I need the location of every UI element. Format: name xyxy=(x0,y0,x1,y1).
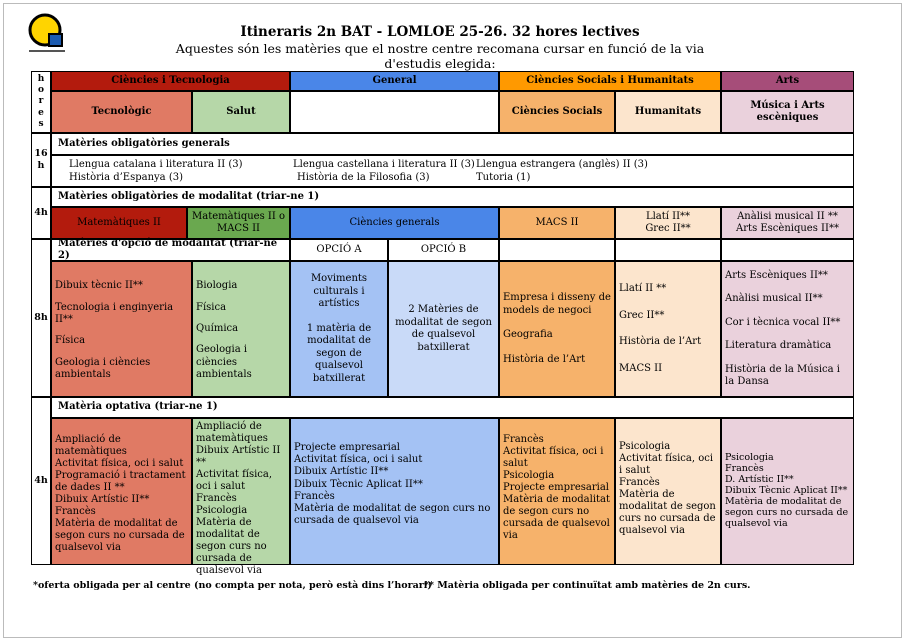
opcio-label-blank-humanitats xyxy=(615,239,721,261)
side-8h: 8h xyxy=(31,239,51,397)
header-general: General xyxy=(290,71,499,91)
opcio-humanitats xyxy=(615,261,721,397)
side-4h: 4h xyxy=(31,187,51,239)
label-obligatories-modalitat: Matèries obligatòries de modalitat (triar-ne 1) xyxy=(51,187,854,207)
obligatories-generals-list xyxy=(51,155,854,187)
subheader-socials: Ciències Socials xyxy=(499,91,615,133)
list-item: Història de l’Art xyxy=(619,336,702,347)
list-item: Llatí II ** xyxy=(619,283,667,294)
optativa-salut: Ampliació de matemàtiques Dibuix Artístic II ** Activitat física, oci i salut Francès Psicologia Matèria de modalitat de segon curs no cursada de qualsevol via xyxy=(192,418,290,565)
label-obligatories-generals: Matèries obligatòries generals xyxy=(51,133,854,155)
list-item: Física xyxy=(55,335,86,347)
list-item: Història de la Música i la Dansa xyxy=(725,363,840,387)
school-logo xyxy=(27,12,67,56)
modalitat-arts: Anàlisi musical II ** Arts Escèniques II** xyxy=(721,207,854,239)
list-item: Dibuix tècnic II** xyxy=(55,280,143,292)
list-item: Anàlisi musical II** xyxy=(725,293,823,304)
opcio-salut xyxy=(192,261,290,397)
subheader-arts: Música i Arts escèniques xyxy=(721,91,854,133)
label-opcio-b: OPCIÓ B xyxy=(388,239,499,261)
list-item: Grec II** xyxy=(619,309,665,321)
opcio-tecnologic xyxy=(51,261,192,397)
subject-angles: Llengua estrangera (anglès) II (3) xyxy=(476,159,648,170)
subheader-tecnologic: Tecnològic xyxy=(51,91,192,133)
list-item: 1 matèria de modalitat de segon de qualsevol batxillerat xyxy=(306,322,372,384)
list-item: Geologia i ciències ambientals xyxy=(55,356,151,381)
subheader-general-empty xyxy=(290,91,499,133)
subject-castella: Llengua castellana i literatura II (3) xyxy=(293,159,475,170)
modalitat-general: Ciències generals xyxy=(290,207,499,239)
opcio-label-blank-arts xyxy=(721,239,854,261)
opcio-socials xyxy=(499,261,615,397)
side-4h-optativa: 4h xyxy=(31,397,51,565)
subject-historia-espanya: Història d’Espanya (3) xyxy=(69,172,183,183)
list-item: Moviments culturals i artístics xyxy=(310,273,368,309)
page-title: Itineraris 2n BAT - LOMLOE 25-26. 32 hores lectives xyxy=(240,24,640,40)
side-16h: 16 h xyxy=(31,133,51,187)
optativa-general: Projecte empresarial Activitat física, oci i salut Dibuix Artístic II** Dibuix Tècnic Aplicat II** Francès Matèria de modalitat de segon curs no cursada de qualsevol via xyxy=(290,418,499,565)
opcio-label-blank-socials xyxy=(499,239,615,261)
subheader-humanitats: Humanitats xyxy=(615,91,721,133)
list-item: Geografia xyxy=(503,329,553,340)
side-hores: h o r e s xyxy=(31,71,51,133)
opcio-arts xyxy=(721,261,854,397)
list-item: Cor i tècnica vocal II** xyxy=(725,316,841,328)
list-item: MACS II xyxy=(619,362,663,374)
label-opcio-modalitat: Matèries d'opció de modalitat (triar-ne 2) xyxy=(51,239,290,261)
footnote-2: ** Matèria obligada per continuïtat amb matèries de 2n curs. xyxy=(424,580,751,591)
list-item: Biologia xyxy=(196,280,238,292)
label-opcio-a: OPCIÓ A xyxy=(290,239,388,261)
optativa-arts: Psicologia Francès D. Artístic II** Dibuix Tècnic Aplicat II** Matèria de modalitat de segon curs no cursada de qualsevol via xyxy=(721,418,854,565)
subject-catala: Llengua catalana i literatura II (3) xyxy=(69,159,243,170)
label-optativa: Matèria optativa (triar-ne 1) xyxy=(51,397,854,418)
list-item: Arts Escèniques II** xyxy=(725,269,828,281)
list-item: Geologia i ciències ambientals xyxy=(196,344,252,381)
optativa-tecnologic: Ampliació de matemàtiques Activitat física, oci i salut Programació i tractament de dades II ** Dibuix Artístic II** Francès Matèria de modalitat de segon curs no cursada de qualsevol via xyxy=(51,418,192,565)
subject-historia-filosofia: Història de la Filosofia (3) xyxy=(297,172,430,183)
modalitat-humanitats: Llatí II** Grec II** xyxy=(615,207,721,239)
header-socials-humanitats: Ciències Socials i Humanitats xyxy=(499,71,721,91)
header-arts: Arts xyxy=(721,71,854,91)
opcio-a-cell xyxy=(290,261,388,397)
header-ciencies-tecnologia: Ciències i Tecnologia xyxy=(51,71,290,91)
opcio-b-cell: 2 Matèries de modalitat de segon de qualsevol batxillerat xyxy=(388,261,499,397)
modalitat-salut: Matemàtiques II o MACS II xyxy=(187,207,290,239)
subject-tutoria: Tutoria (1) xyxy=(476,172,531,183)
list-item: Química xyxy=(196,322,239,334)
page-subtitle: Aquestes són les matèries que el nostre centre recomana cursar en funció de la via d'estudis elegida: xyxy=(175,41,705,71)
list-item: Tecnologia i enginyeria II** xyxy=(55,301,174,326)
list-item: Empresa i disseny de models de negoci xyxy=(503,292,611,316)
list-item: Física xyxy=(196,301,227,313)
list-item: Història de l’Art xyxy=(503,353,586,365)
optativa-socials: Francès Activitat física, oci i salut Psicologia Projecte empresarial Matèria de modalitat de segon curs no cursada de qualsevol via xyxy=(499,418,615,565)
modalitat-tecnologic: Matemàtiques II xyxy=(51,207,187,239)
list-item: Literatura dramàtica xyxy=(725,340,832,351)
optativa-humanitats: Psicologia Activitat física, oci i salut Francès Matèria de modalitat de segon curs no cursada de qualsevol via xyxy=(615,418,721,565)
footnote-1: *oferta obligada per al centre (no compta per nota, però està dins l’horari) xyxy=(33,580,432,591)
modalitat-socials: MACS II xyxy=(499,207,615,239)
subheader-salut: Salut xyxy=(192,91,290,133)
